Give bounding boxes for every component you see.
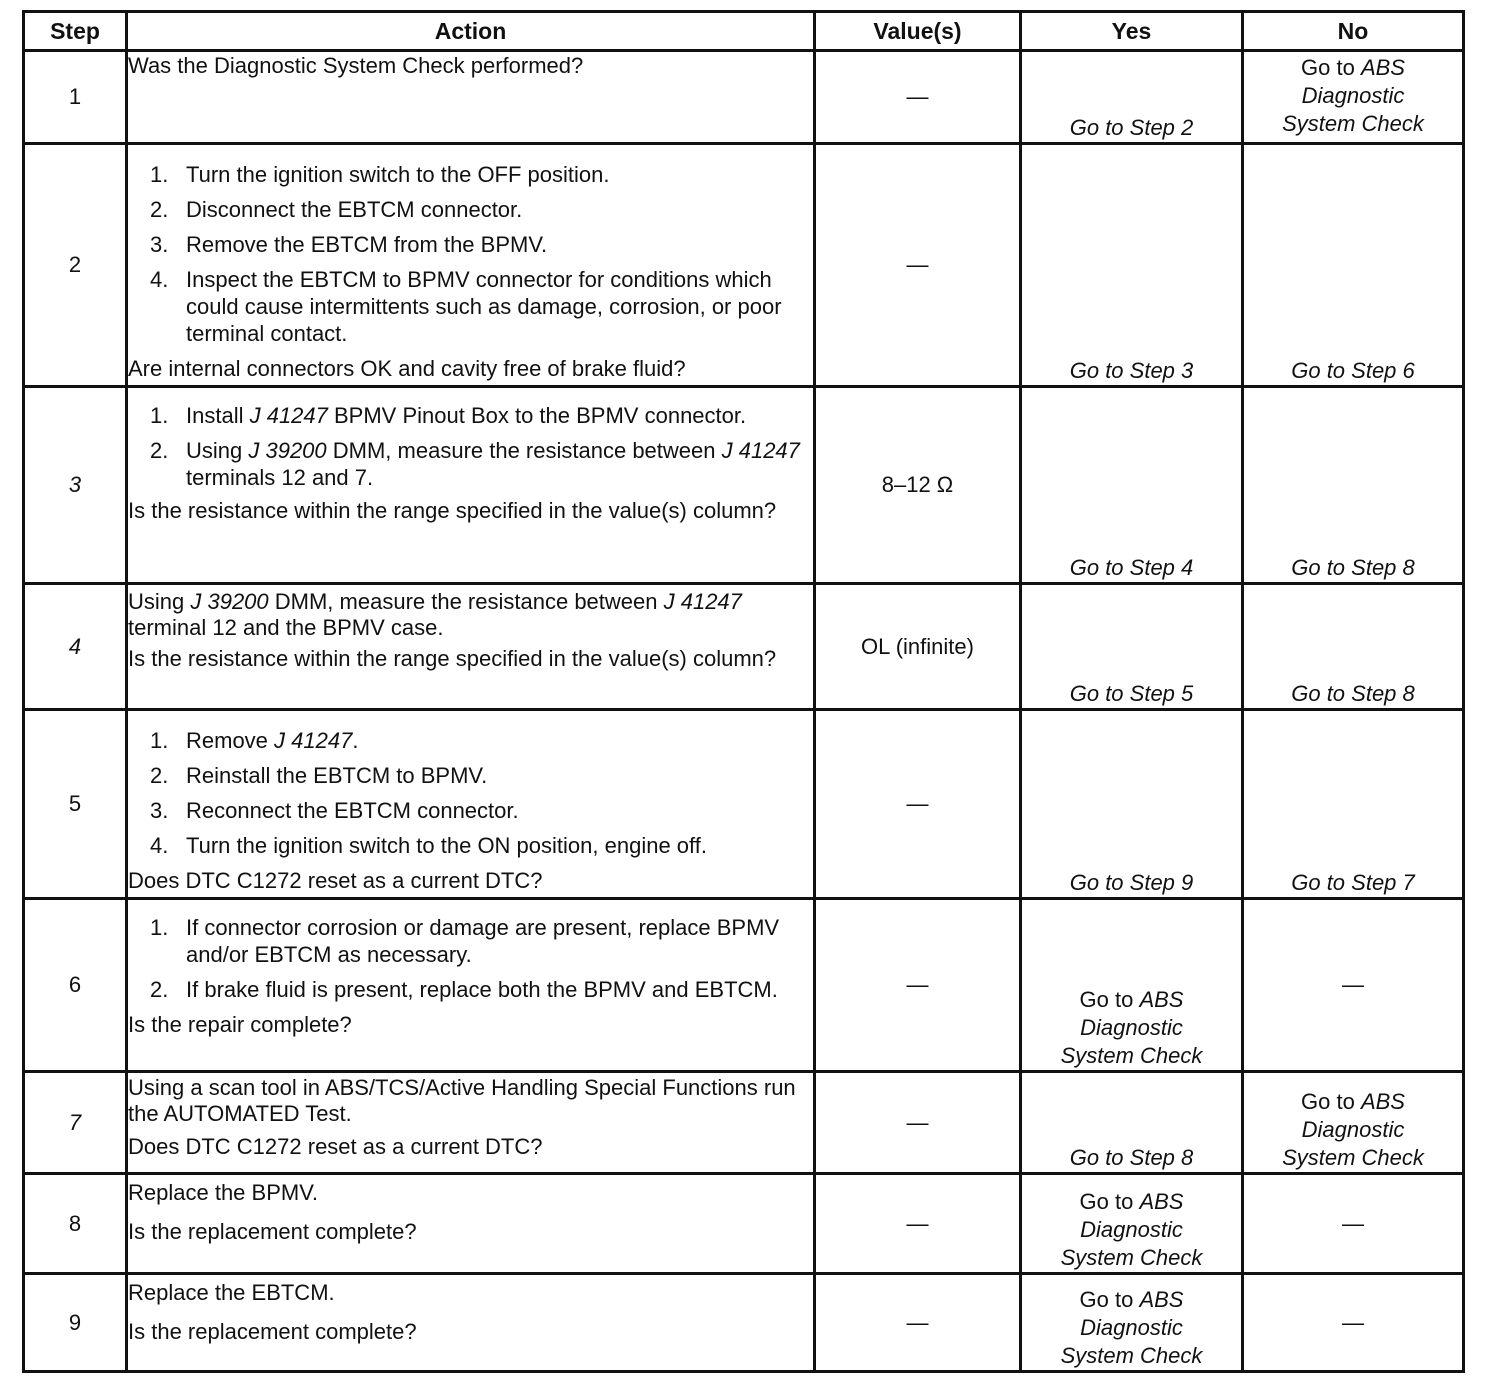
header-yes: Yes — [1021, 12, 1243, 51]
no-cell: — — [1243, 899, 1464, 1072]
action-question: Is the replacement complete? — [128, 1319, 417, 1344]
procedure-list — [128, 161, 813, 347]
no-cell: Go to Step 6 — [1243, 144, 1464, 387]
yes-cell: Go to Step 9 — [1021, 710, 1243, 899]
header-row — [24, 12, 1464, 51]
table-row-step-4 — [24, 584, 1464, 710]
value-cell: — — [815, 710, 1021, 899]
no-cell: Go to Step 8 — [1243, 387, 1464, 584]
no-cell: Go to Step 7 — [1243, 710, 1464, 899]
action-text: Using J 39200 DMM, measure the resistance between J 41247 terminal 12 and the BPMV case. — [128, 589, 742, 640]
value-cell: OL (infinite) — [815, 584, 1021, 710]
action-cell — [127, 710, 815, 899]
header-values: Value(s) — [815, 12, 1021, 51]
step-number: 6 — [24, 899, 127, 1072]
value-cell: — — [815, 1274, 1021, 1372]
list-item: 1. Remove J 41247. — [150, 728, 359, 753]
no-cell: — — [1243, 1274, 1464, 1372]
action-cell — [127, 1174, 815, 1274]
go-to-line: System Check — [1060, 1245, 1203, 1270]
go-to-line: Go to ABS — [1079, 987, 1184, 1012]
header-no: No — [1243, 12, 1464, 51]
header-step: Step — [24, 12, 127, 51]
go-to-line: System Check — [1282, 1145, 1424, 1170]
value-cell: — — [815, 144, 1021, 387]
list-item: 2. Disconnect the EBTCM connector. — [150, 197, 523, 222]
list-item: 3. Remove the EBTCM from the BPMV. — [150, 232, 548, 257]
action-cell — [127, 1274, 815, 1372]
go-to-line: Go to ABS — [1301, 1089, 1405, 1114]
yes-cell — [1021, 899, 1243, 1072]
action-question: Is the repair complete? — [128, 1012, 352, 1037]
table-row-step-3 — [24, 387, 1464, 584]
action-question: Does DTC C1272 reset as a current DTC? — [128, 1134, 543, 1159]
list-item: 2. Using J 39200 DMM, measure the resistance between J 41247 terminals 12 and 7. — [150, 438, 800, 490]
go-to-line: Diagnostic — [1080, 1217, 1183, 1242]
go-to-line: System Check — [1060, 1343, 1203, 1368]
list-item: 1. If connector corrosion or damage are present, replace BPMV and/or EBTCM as necessary. — [150, 915, 780, 967]
table-row-step-1 — [24, 51, 1464, 144]
go-to-line: Diagnostic — [1080, 1315, 1183, 1340]
go-to-line: Go to ABS — [1079, 1287, 1184, 1312]
step-number: 1 — [24, 51, 127, 144]
value-cell: — — [815, 1072, 1021, 1174]
action-question: Is the resistance within the range specified in the value(s) column? — [128, 498, 777, 523]
table-row-step-2 — [24, 144, 1464, 387]
no-cell — [1243, 1072, 1464, 1174]
action-text: Using a scan tool in ABS/TCS/Active Handling Special Functions run the AUTOMATED Test. — [128, 1075, 796, 1126]
go-to-line: System Check — [1060, 1043, 1203, 1068]
list-item: 2. If brake fluid is present, replace both the BPMV and EBTCM. — [150, 977, 778, 1002]
go-to-line: Diagnostic — [1301, 83, 1405, 108]
action-cell — [127, 584, 815, 710]
yes-cell: Go to Step 5 — [1021, 584, 1243, 710]
list-item: 1. Install J 41247 BPMV Pinout Box to the BPMV connector. — [150, 403, 747, 428]
procedure-list — [128, 402, 813, 491]
step-number: 9 — [24, 1274, 127, 1372]
action-cell — [127, 144, 815, 387]
value-cell: 8–12 Ω — [815, 387, 1021, 584]
no-cell — [1243, 51, 1464, 144]
action-text: Replace the BPMV. — [128, 1180, 318, 1205]
step-number: 8 — [24, 1174, 127, 1274]
action-cell — [127, 51, 815, 144]
action-text: Replace the EBTCM. — [128, 1280, 335, 1305]
value-cell: — — [815, 51, 1021, 144]
go-to-line: Diagnostic — [1080, 1015, 1183, 1040]
step-number: 2 — [24, 144, 127, 387]
action-question: Is the resistance within the range specified in the value(s) column? — [128, 646, 777, 671]
table-row-step-5 — [24, 710, 1464, 899]
yes-cell — [1021, 1274, 1243, 1372]
action-question: Are internal connectors OK and cavity free of brake fluid? — [128, 356, 686, 381]
step-number: 4 — [24, 584, 127, 710]
table-row-step-9 — [24, 1274, 1464, 1372]
action-question: Was the Diagnostic System Check performed? — [128, 53, 584, 78]
no-cell: Go to Step 8 — [1243, 584, 1464, 710]
action-cell — [127, 387, 815, 584]
step-number: 7 — [24, 1072, 127, 1174]
step-number: 5 — [24, 710, 127, 899]
list-item: 3. Reconnect the EBTCM connector. — [150, 798, 519, 823]
go-to-line: Go to ABS — [1301, 55, 1405, 80]
header-action: Action — [127, 12, 815, 51]
table-row-step-6 — [24, 899, 1464, 1072]
procedure-list — [128, 914, 813, 1003]
list-item: 4. Inspect the EBTCM to BPMV connector for conditions which could cause intermittents such as damage, corrosion, or poor terminal contact. — [150, 267, 782, 346]
action-cell — [127, 899, 815, 1072]
step-number: 3 — [24, 387, 127, 584]
action-cell — [127, 1072, 815, 1174]
procedure-list — [128, 727, 813, 859]
list-item: 4. Turn the ignition switch to the ON position, engine off. — [150, 833, 707, 858]
yes-cell: Go to Step 2 — [1021, 51, 1243, 144]
go-to-line: System Check — [1282, 111, 1424, 136]
yes-cell: Go to Step 4 — [1021, 387, 1243, 584]
go-to-line: Go to ABS — [1079, 1189, 1184, 1214]
yes-cell: Go to Step 8 — [1021, 1072, 1243, 1174]
list-item: 2. Reinstall the EBTCM to BPMV. — [150, 763, 488, 788]
go-to-line: Diagnostic — [1301, 1117, 1405, 1142]
yes-cell — [1021, 1174, 1243, 1274]
action-question: Does DTC C1272 reset as a current DTC? — [128, 868, 543, 893]
action-question: Is the replacement complete? — [128, 1219, 417, 1244]
value-cell: — — [815, 1174, 1021, 1274]
table-row-step-7 — [24, 1072, 1464, 1174]
no-cell: — — [1243, 1174, 1464, 1274]
list-item: 1. Turn the ignition switch to the OFF position. — [150, 162, 610, 187]
value-cell: — — [815, 899, 1021, 1072]
diagnostic-table — [22, 10, 1465, 1373]
table-row-step-8 — [24, 1174, 1464, 1274]
yes-cell: Go to Step 3 — [1021, 144, 1243, 387]
